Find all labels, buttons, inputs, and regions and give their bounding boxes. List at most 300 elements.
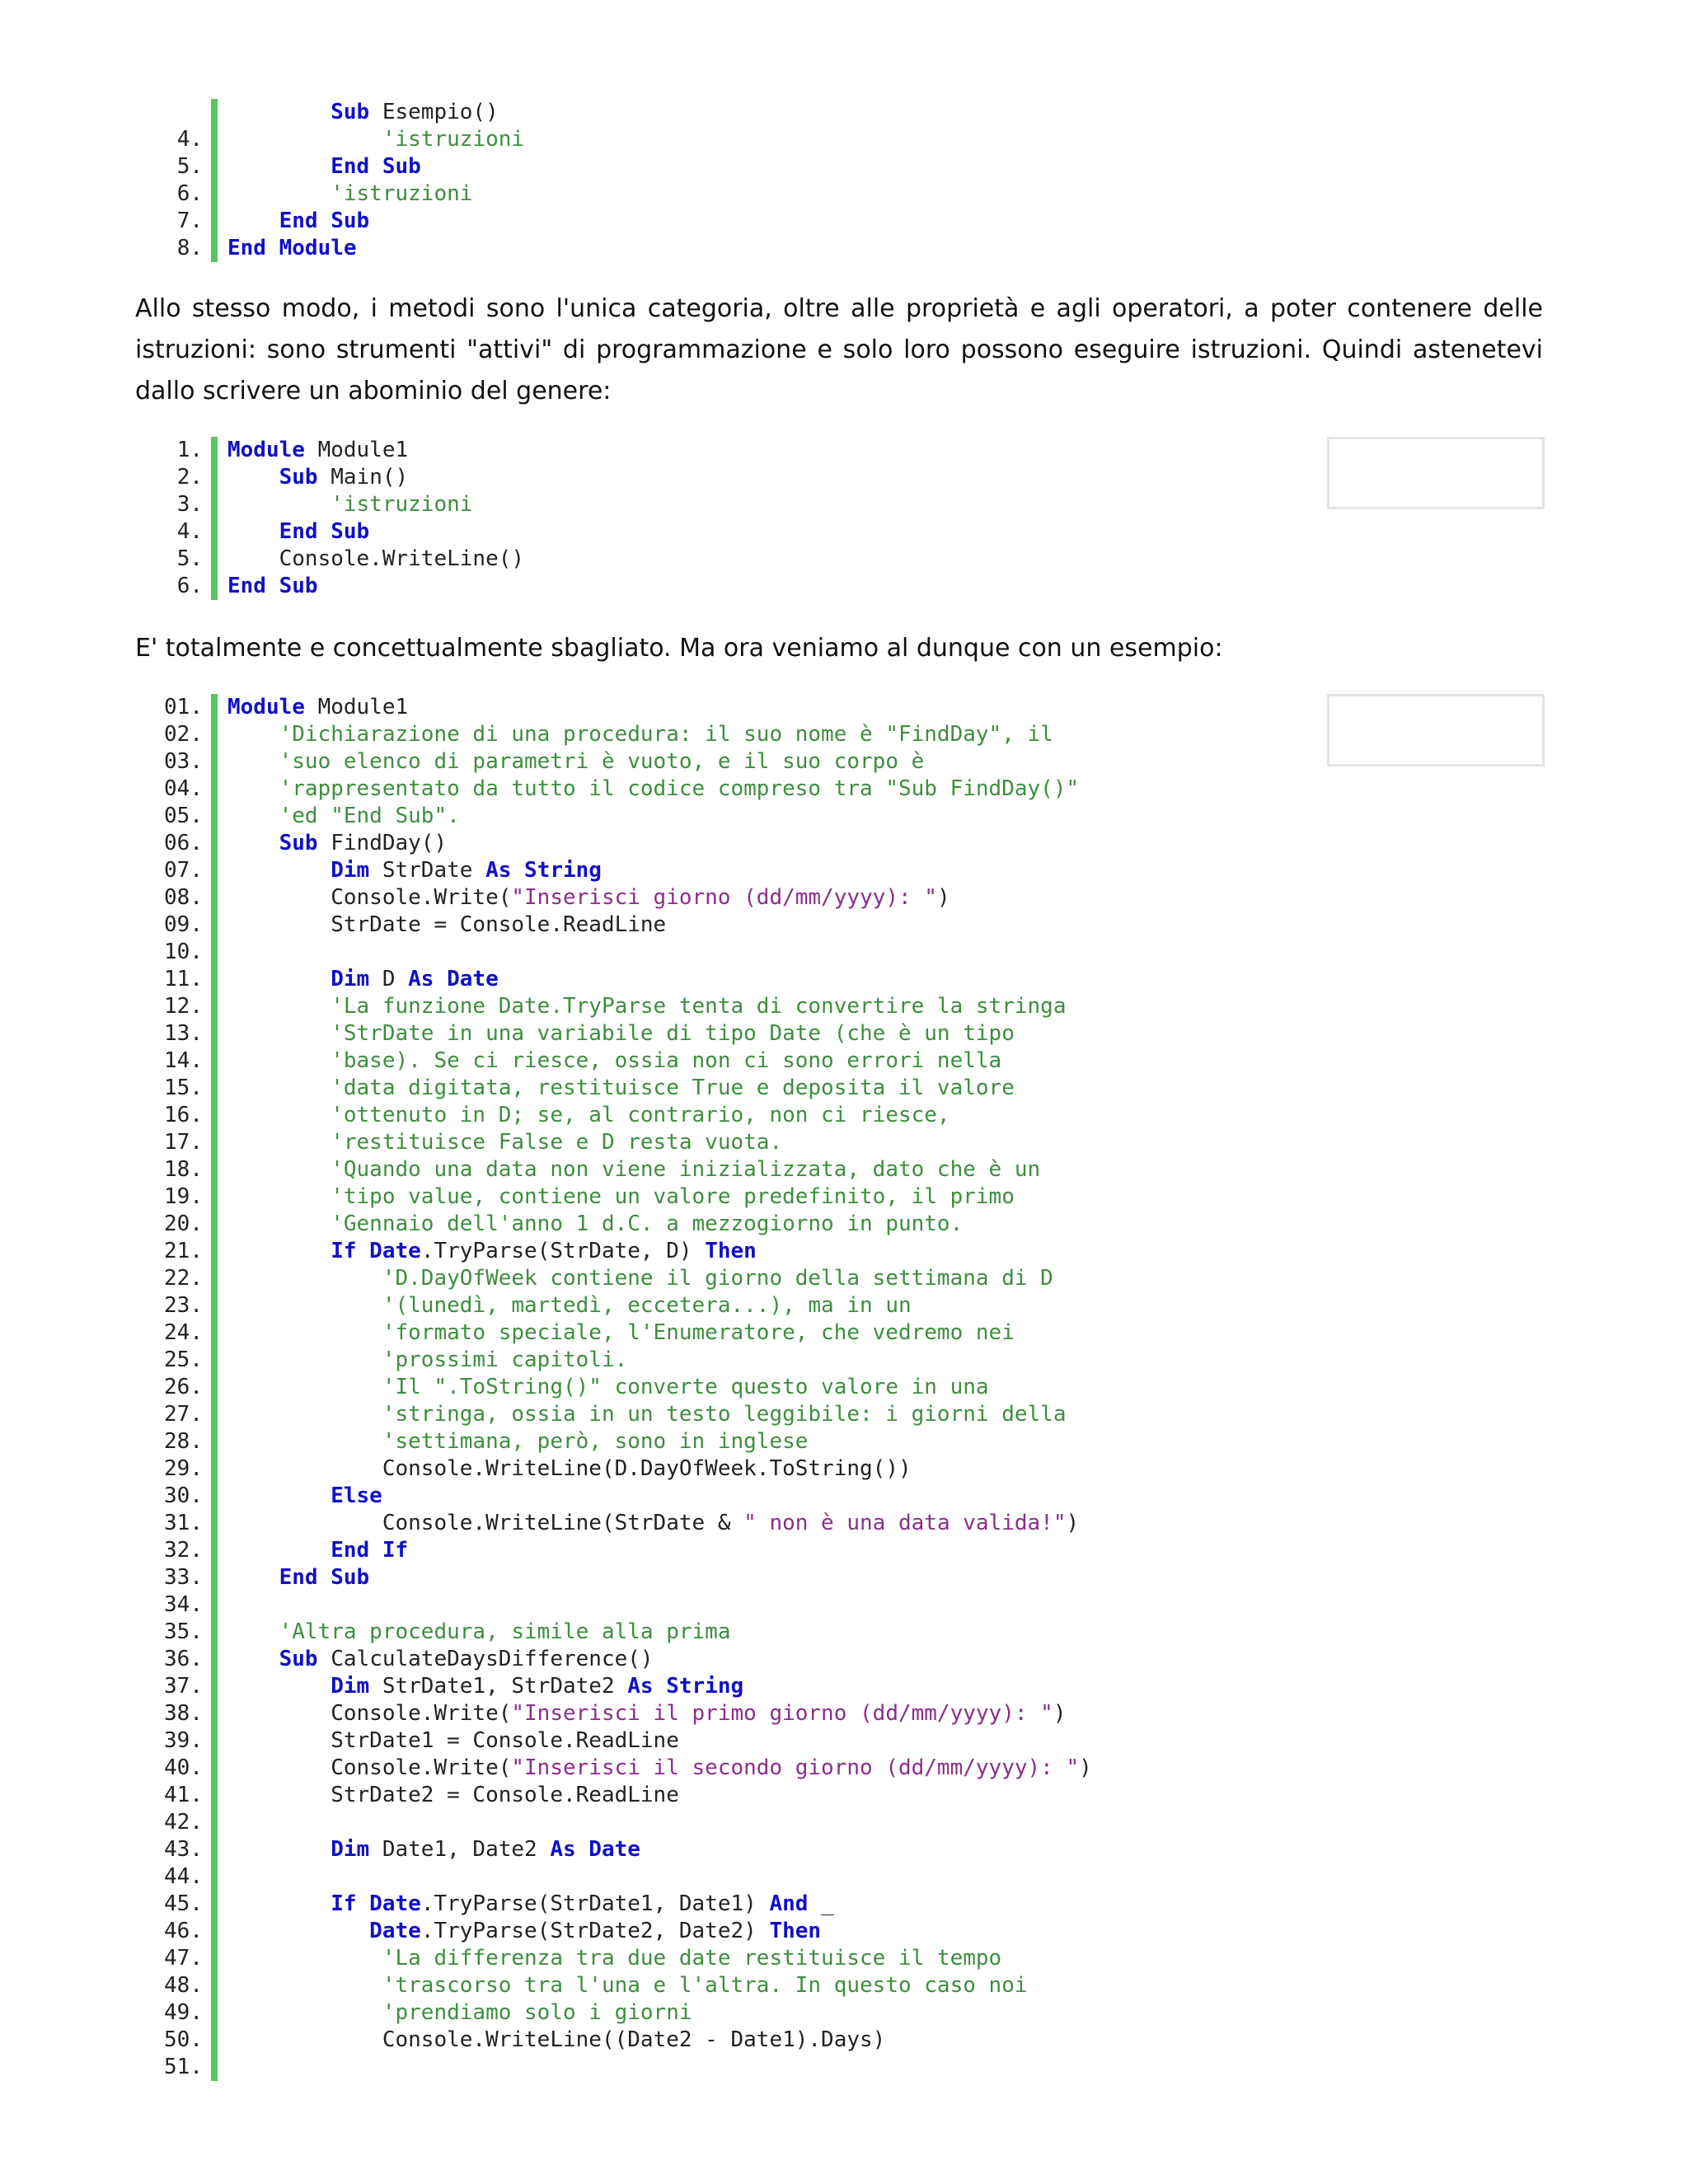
gutter-bar: [211, 437, 218, 464]
code-line: [132, 857, 1092, 884]
code-line: [132, 2054, 1092, 2081]
code-token: 'trascorso tra l'una e l'altra. In questo caso noi: [227, 1973, 1028, 1998]
line-number: 38.: [164, 1701, 203, 1726]
code-text: [218, 1265, 1053, 1292]
code-text: [218, 1673, 743, 1700]
gutter-bar: [211, 1047, 218, 1075]
code-text: [218, 126, 524, 153]
code-token: .TryParse(StrDate, D): [420, 1239, 706, 1263]
code-text: [218, 1755, 1092, 1782]
code-line: [132, 939, 1092, 966]
code-text: [218, 1809, 227, 1836]
code-token: End If: [227, 1538, 409, 1563]
code-token: Dim: [227, 1837, 382, 1862]
code-token: FindDay(): [331, 831, 448, 855]
gutter-bar: [211, 857, 218, 884]
code-token: Sub: [227, 100, 382, 124]
gutter-bar: [211, 126, 218, 153]
code-line: [132, 1102, 1092, 1129]
code-token: '(lunedì, martedì, eccetera...), ma in un: [227, 1293, 912, 1318]
code-line: [132, 1183, 1092, 1211]
gutter-bar: [211, 1156, 218, 1183]
code-token: As String: [485, 858, 602, 883]
code-line: [132, 1999, 1092, 2027]
code-token: StrDate = Console.ReadLine: [227, 912, 667, 937]
code-token: Main(): [331, 465, 409, 490]
code-text: [218, 546, 524, 573]
gutter-bar: [211, 1211, 218, 1238]
code-token: 'rappresentato da tutto il codice compreso tra "Sub FindDay()": [227, 776, 1080, 801]
code-line: [132, 884, 1092, 912]
line-number: 5.: [176, 546, 203, 571]
code-block-1: [132, 99, 524, 262]
line-number: 49.: [164, 2000, 203, 2025]
code-text: [218, 2054, 227, 2081]
gutter-bar: [211, 1863, 218, 1891]
code-line: [132, 1891, 1092, 1918]
code-text: [218, 1102, 950, 1129]
code-text: [218, 1319, 1015, 1347]
code-line: [132, 1673, 1092, 1700]
gutter-bar: [211, 1183, 218, 1211]
line-number: 6.: [176, 574, 203, 598]
line-number: 5.: [176, 154, 203, 179]
gutter-bar: [211, 208, 218, 235]
code-token: Dim: [227, 1674, 382, 1699]
code-text: [218, 464, 408, 491]
code-token: "Inserisci il primo giorno (dd/mm/yyyy): ": [511, 1701, 1053, 1726]
gutter-bar: [211, 1972, 218, 1999]
gutter-bar: [211, 518, 218, 546]
code-token: Esempio(): [382, 100, 499, 124]
code-text: [218, 491, 472, 518]
code-line: [132, 830, 1092, 857]
code-text: [218, 1591, 227, 1619]
code-token: 'Dichiarazione di una procedura: il suo nome è "FindDay", il: [227, 722, 1053, 747]
code-line: [132, 1156, 1092, 1183]
gutter-bar: [211, 1455, 218, 1483]
gutter-bar: [211, 1945, 218, 1972]
code-line: [132, 1646, 1092, 1673]
code-block-2: [132, 437, 524, 600]
code-line: [132, 1945, 1092, 1972]
code-text: [218, 993, 1066, 1020]
gutter-bar: [211, 1755, 218, 1782]
code-token: Sub: [227, 465, 331, 490]
gutter-bar: [211, 99, 218, 126]
code-token: Sub: [227, 831, 331, 855]
code-text: [218, 1972, 1028, 1999]
copy-box-2[interactable]: [1327, 437, 1545, 509]
code-token: ): [936, 885, 950, 910]
code-line: [132, 966, 1092, 993]
code-text: [218, 1075, 1015, 1102]
line-number: 2.: [176, 465, 203, 490]
code-token: 'La differenza tra due date restituisce il tempo: [227, 1946, 1002, 1971]
line-number: 06.: [164, 831, 203, 855]
gutter-bar: [211, 1319, 218, 1347]
line-number: 47.: [164, 1946, 203, 1971]
line-number: 48.: [164, 1973, 203, 1998]
code-line: [132, 491, 524, 518]
code-text: [218, 437, 408, 464]
code-token: .TryParse(StrDate1, Date1): [420, 1891, 770, 1916]
paragraph-wrong: E' totalmente e concettualmente sbagliato. Ma ora veniamo al dunque con un esempio:: [135, 634, 1223, 663]
code-text: [218, 1401, 1066, 1428]
code-token: Console.WriteLine(StrDate &: [227, 1511, 744, 1535]
gutter-bar: [211, 830, 218, 857]
code-text: [218, 1156, 1040, 1183]
line-number: 20.: [164, 1212, 203, 1236]
code-token: 'Quando una data non viene inizializzata, dato che è un: [227, 1157, 1041, 1182]
code-line: [132, 1700, 1092, 1727]
line-number: 39.: [164, 1728, 203, 1753]
line-number: 08.: [164, 885, 203, 910]
code-token: Module1: [317, 695, 409, 719]
code-text: [218, 912, 666, 939]
code-token: End Sub: [227, 1565, 370, 1590]
code-line: [132, 1591, 1092, 1619]
code-text: [218, 1782, 679, 1809]
code-line: [132, 518, 524, 546]
gutter-bar: [211, 2054, 218, 2081]
code-text: [218, 721, 1053, 748]
gutter-bar: [211, 748, 218, 776]
code-text: [218, 1292, 912, 1319]
code-text: [218, 573, 318, 600]
code-text: [218, 1211, 963, 1238]
gutter-bar: [211, 776, 218, 803]
code-token: 'StrDate in una variabile di tipo Date (che è un tipo: [227, 1021, 1015, 1046]
code-token: 'data digitata, restituisce True e deposita il valore: [227, 1076, 1015, 1100]
code-text: [218, 1646, 654, 1673]
line-number: 04.: [164, 776, 203, 801]
code-text: [218, 99, 499, 126]
code-text: [218, 857, 602, 884]
code-line: [132, 1211, 1092, 1238]
code-line: [132, 1782, 1092, 1809]
code-token: 'Il ".ToString()" converte questo valore in una: [227, 1375, 989, 1399]
code-token: 'ed "End Sub".: [227, 804, 460, 828]
code-token: 'suo elenco di parametri è vuoto, e il suo corpo è: [227, 749, 925, 774]
code-token: End Sub: [227, 209, 370, 233]
code-token: Dim: [227, 858, 382, 883]
line-number: 4.: [176, 519, 203, 544]
code-line: [132, 803, 1092, 830]
gutter-bar: [211, 1782, 218, 1809]
gutter-bar: [211, 235, 218, 262]
line-number: 13.: [164, 1021, 203, 1046]
code-token: Console.Write(: [227, 1755, 512, 1780]
code-token: 'stringa, ossia in un testo leggibile: i giorni della: [227, 1402, 1067, 1427]
code-line: [132, 1755, 1092, 1782]
gutter-bar: [211, 1619, 218, 1646]
code-line: [132, 1564, 1092, 1591]
code-line: [132, 1836, 1092, 1863]
gutter-bar: [211, 1564, 218, 1591]
code-line: [132, 180, 524, 208]
code-text: [218, 1918, 821, 1945]
line-number: 46.: [164, 1919, 203, 1943]
code-token: CalculateDaysDifference(): [331, 1647, 654, 1671]
gutter-bar: [211, 721, 218, 748]
code-token: End Module: [227, 236, 357, 260]
gutter-bar: [211, 1999, 218, 2027]
gutter-bar: [211, 1020, 218, 1047]
gutter-bar: [211, 1809, 218, 1836]
code-line: [132, 1401, 1092, 1428]
code-token: ): [1066, 1511, 1080, 1535]
gutter-bar: [211, 1727, 218, 1755]
code-text: [218, 1347, 627, 1374]
code-text: [218, 1238, 757, 1265]
gutter-bar: [211, 464, 218, 491]
gutter-bar: [211, 1075, 218, 1102]
line-number: 3.: [176, 492, 203, 517]
line-number: 03.: [164, 749, 203, 774]
gutter-bar: [211, 153, 218, 180]
gutter-bar: [211, 912, 218, 939]
line-number: 33.: [164, 1565, 203, 1590]
code-text: [218, 208, 369, 235]
code-line: [132, 1619, 1092, 1646]
line-number: 12.: [164, 994, 203, 1019]
line-number: 11.: [164, 967, 203, 991]
code-line: [132, 1265, 1092, 1292]
line-number: 44.: [164, 1864, 203, 1889]
code-text: [218, 235, 357, 262]
code-line: [132, 1863, 1092, 1891]
line-number: 37.: [164, 1674, 203, 1699]
gutter-bar: [211, 2027, 218, 2054]
gutter-bar: [211, 546, 218, 573]
code-line: [132, 721, 1092, 748]
code-line: [132, 153, 524, 180]
code-text: [218, 694, 408, 721]
code-text: [218, 1700, 1066, 1727]
gutter-bar: [211, 1591, 218, 1619]
code-token: 'istruzioni: [227, 492, 473, 517]
code-token: Date1, Date2: [382, 1837, 551, 1862]
line-number: 50.: [164, 2027, 203, 2052]
gutter-bar: [211, 966, 218, 993]
line-number: 28.: [164, 1429, 203, 1454]
code-line: [132, 1292, 1092, 1319]
code-token: .TryParse(StrDate2, Date2): [420, 1919, 770, 1943]
code-token: 'settimana, però, sono in inglese: [227, 1429, 809, 1454]
code-token: Then: [705, 1239, 757, 1263]
code-line: [132, 1374, 1092, 1401]
gutter-bar: [211, 1238, 218, 1265]
code-token: Module: [227, 438, 318, 462]
code-token: Sub: [227, 1647, 331, 1671]
code-text: [218, 1891, 834, 1918]
code-token: End Sub: [227, 154, 421, 179]
gutter-bar: [211, 803, 218, 830]
gutter-bar: [211, 1102, 218, 1129]
line-number: 02.: [164, 722, 203, 747]
code-line: [132, 748, 1092, 776]
line-number: 35.: [164, 1619, 203, 1644]
code-text: [218, 1863, 227, 1891]
code-token: Console.WriteLine((Date2 - Date1).Days): [227, 2027, 886, 2052]
code-text: [218, 1183, 1015, 1211]
code-token: D: [382, 967, 409, 991]
code-text: [218, 1374, 989, 1401]
gutter-bar: [211, 1836, 218, 1863]
code-line: [132, 437, 524, 464]
code-line: [132, 1537, 1092, 1564]
code-token: Console.WriteLine(D.DayOfWeek.ToString()): [227, 1456, 912, 1481]
paragraph-methods: Allo stesso modo, i metodi sono l'unica categoria, oltre alle proprietà e agli operatori, a poter contenere delle istruzioni: sono strumenti "attivi" di programmazione e solo loro possono eseguire istruzioni. Quindi astenetevi dallo scrivere un abominio del genere:: [135, 294, 1543, 405]
gutter-bar: [211, 884, 218, 912]
code-token: 'La funzione Date.TryParse tenta di convertire la stringa: [227, 994, 1067, 1019]
code-text: [218, 153, 421, 180]
code-text: [218, 1428, 808, 1455]
code-line: [132, 1455, 1092, 1483]
gutter-bar: [211, 1129, 218, 1156]
line-number: 6.: [176, 181, 203, 206]
line-number: 10.: [164, 940, 203, 964]
code-text: [218, 966, 499, 993]
code-text: [218, 776, 1079, 803]
code-line: [132, 1238, 1092, 1265]
code-line: [132, 1727, 1092, 1755]
code-token: "Inserisci giorno (dd/mm/yyyy): ": [511, 885, 937, 910]
gutter-bar: [211, 1537, 218, 1564]
gutter-bar: [211, 1700, 218, 1727]
code-token: StrDate2 = Console.ReadLine: [227, 1783, 679, 1807]
code-token: 'formato speciale, l'Enumeratore, che vedremo nei: [227, 1320, 1015, 1345]
code-line: [132, 235, 524, 262]
code-line: [132, 1020, 1092, 1047]
gutter-bar: [211, 1292, 218, 1319]
code-line: [132, 1809, 1092, 1836]
code-text: [218, 1510, 1079, 1537]
code-line: [132, 776, 1092, 803]
line-number: 30.: [164, 1483, 203, 1508]
code-text: [218, 939, 227, 966]
code-text: [218, 1836, 640, 1863]
line-number: 41.: [164, 1783, 203, 1807]
line-number: 32.: [164, 1538, 203, 1563]
code-text: [218, 1619, 730, 1646]
line-number: 07.: [164, 858, 203, 883]
code-token: _: [821, 1891, 834, 1916]
line-number: 40.: [164, 1755, 203, 1780]
code-text: [218, 803, 460, 830]
code-line: [132, 464, 524, 491]
code-line: [132, 1075, 1092, 1102]
code-token: End Sub: [227, 519, 370, 544]
code-token: 'istruzioni: [227, 127, 525, 152]
line-number: 7.: [176, 209, 203, 233]
code-line: [132, 1428, 1092, 1455]
code-token: Console.Write(: [227, 885, 512, 910]
code-text: [218, 1129, 782, 1156]
code-text: [218, 1564, 369, 1591]
line-number: 01.: [164, 695, 203, 719]
code-line: [132, 912, 1092, 939]
line-number: 34.: [164, 1592, 203, 1617]
line-number: 18.: [164, 1157, 203, 1182]
code-token: 'prendiamo solo i giorni: [227, 2000, 692, 2025]
line-number: 25.: [164, 1347, 203, 1372]
code-token: StrDate1, StrDate2: [382, 1674, 628, 1699]
line-number: 51.: [164, 2055, 203, 2079]
copy-box-3[interactable]: [1327, 694, 1545, 766]
code-token: Module: [227, 695, 318, 719]
code-token: 'Altra procedura, simile alla prima: [227, 1619, 731, 1644]
code-token: 'restituisce False e D resta vuota.: [227, 1130, 783, 1155]
code-token: 'Gennaio dell'anno 1 d.C. a mezzogiorno in punto.: [227, 1212, 964, 1236]
line-number: 15.: [164, 1076, 203, 1100]
gutter-bar: [211, 1428, 218, 1455]
code-text: [218, 830, 447, 857]
gutter-bar: [211, 1374, 218, 1401]
code-text: [218, 1047, 1001, 1075]
code-text: [218, 1020, 1015, 1047]
code-line: [132, 208, 524, 235]
code-line: [132, 573, 524, 600]
line-number: [132, 99, 211, 126]
code-token: 'prossimi capitoli.: [227, 1347, 628, 1372]
code-line: [132, 1510, 1092, 1537]
code-text: [218, 748, 924, 776]
code-token: End Sub: [227, 574, 318, 598]
gutter-bar: [211, 694, 218, 721]
gutter-bar: [211, 180, 218, 208]
line-number: 29.: [164, 1456, 203, 1481]
code-block-3: [132, 694, 1092, 2079]
code-text: [218, 2027, 885, 2054]
code-text: [218, 884, 950, 912]
gutter-bar: [211, 1673, 218, 1700]
gutter-bar: [211, 1401, 218, 1428]
line-number: 23.: [164, 1293, 203, 1318]
line-number: 05.: [164, 804, 203, 828]
gutter-bar: [211, 1646, 218, 1673]
line-number: 09.: [164, 912, 203, 937]
code-text: [218, 1455, 912, 1483]
code-token: 'tipo value, contiene un valore predefinito, il primo: [227, 1184, 1015, 1209]
code-token: Dim: [227, 967, 382, 991]
gutter-bar: [211, 1918, 218, 1945]
code-line: [132, 546, 524, 573]
line-number: 14.: [164, 1048, 203, 1073]
line-number: 21.: [164, 1239, 203, 1263]
line-number: 24.: [164, 1320, 203, 1345]
code-line: [132, 1347, 1092, 1374]
code-token: " non è una data valida!": [743, 1511, 1067, 1535]
code-token: 'istruzioni: [227, 181, 473, 206]
code-token: ): [1079, 1755, 1092, 1780]
code-text: [218, 1483, 382, 1510]
gutter-bar: [211, 1483, 218, 1510]
code-token: And: [769, 1891, 822, 1916]
code-token: StrDate: [382, 858, 486, 883]
gutter-bar: [211, 491, 218, 518]
code-token: Console.Write(: [227, 1701, 512, 1726]
code-line: [132, 99, 524, 126]
gutter-bar: [211, 1891, 218, 1918]
line-number: 16.: [164, 1103, 203, 1127]
line-number: 43.: [164, 1837, 203, 1862]
code-line: [132, 2027, 1092, 2054]
code-token: If Date: [227, 1891, 421, 1916]
line-number: 17.: [164, 1130, 203, 1155]
code-token: Then: [769, 1919, 822, 1943]
